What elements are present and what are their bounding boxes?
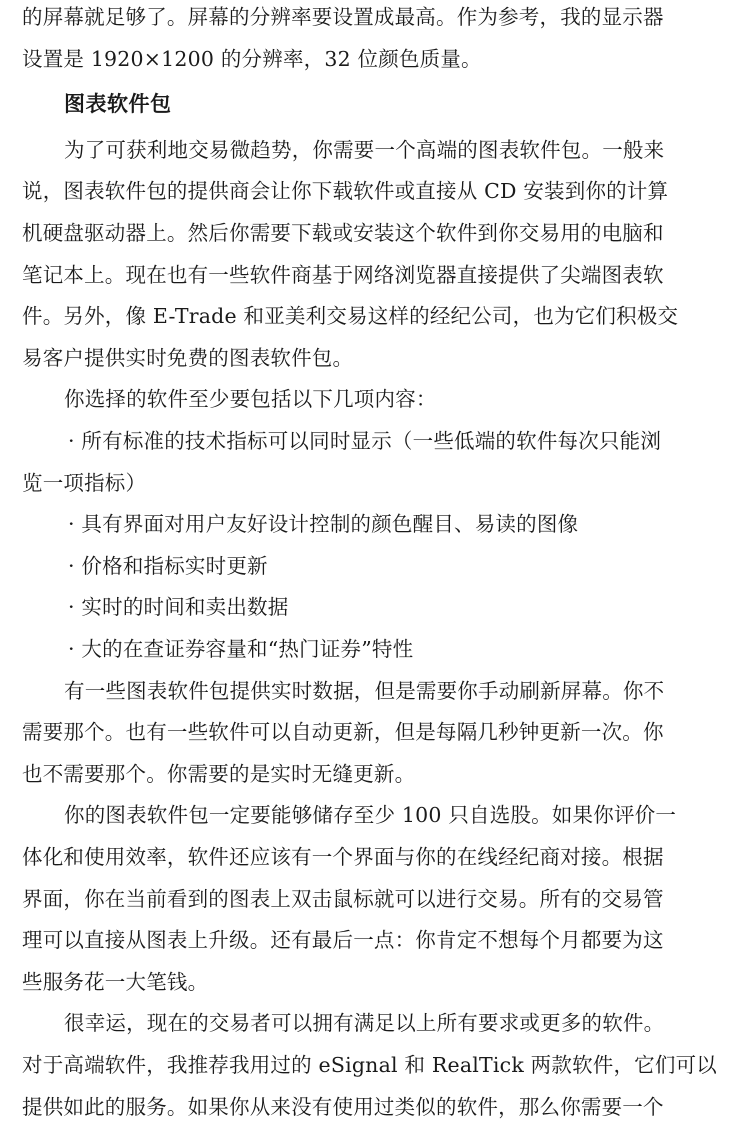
para1-line-2: 说，图表软件包的提供商会让你下载软件或直接从 CD 安装到你的计算 bbox=[22, 179, 669, 203]
para1-line-3: 机硬盘驱动器上。然后你需要下载或安装这个软件到你交易用的电脑和 bbox=[22, 221, 664, 245]
intro-line-1: 的屏幕就足够了。屏幕的分辨率要设置成最高。作为参考，我的显示器 bbox=[22, 5, 664, 29]
bullet-1-line-2: 览一项指标） bbox=[22, 471, 147, 495]
para2-line-2: 需要那个。也有一些软件可以自动更新，但是每隔几秒钟更新一次。你 bbox=[22, 720, 664, 744]
section-title: 图表软件包 bbox=[64, 92, 172, 116]
para4-line-1: 很幸运，现在的交易者可以拥有满足以上所有要求或更多的软件。 bbox=[64, 1011, 665, 1035]
bullet-5: · 大的在查证券容量和“热门证券”特性 bbox=[68, 637, 414, 661]
para1-line-1: 为了可获利地交易微趋势，你需要一个高端的图表软件包。一般来 bbox=[64, 138, 665, 162]
para4-line-2: 对于高端软件，我推荐我用过的 eSignal 和 RealTick 两款软件，它们可以 bbox=[22, 1053, 717, 1077]
bullet-3: · 价格和指标实时更新 bbox=[68, 554, 268, 578]
para2-line-3: 也不需要那个。你需要的是实时无缝更新。 bbox=[22, 762, 416, 786]
para4-line-3: 提供如此的服务。如果你从来没有使用过类似的软件，那么你需要一个 bbox=[22, 1095, 664, 1119]
list-intro: 你选择的软件至少要包括以下几项内容： bbox=[64, 387, 437, 411]
intro-line-2: 设置是 1920×1200 的分辨率，32 位颜色质量。 bbox=[22, 47, 482, 71]
bullet-2: · 具有界面对用户友好设计控制的颜色醒目、易读的图像 bbox=[68, 512, 579, 536]
para1-line-5: 件。另外，像 E-Trade 和亚美利交易这样的经纪公司，也为它们积极交 bbox=[22, 304, 679, 328]
para3-line-2: 体化和使用效率，软件还应该有一个界面与你的在线经纪商对接。根据 bbox=[22, 845, 664, 869]
para1-line-4: 笔记本上。现在也有一些软件商基于网络浏览器直接提供了尖端图表软 bbox=[22, 263, 664, 287]
para1-line-6: 易客户提供实时免费的图表软件包。 bbox=[22, 346, 354, 370]
bullet-1-line-1: · 所有标准的技术指标可以同时显示（一些低端的软件每次只能浏 bbox=[68, 429, 662, 453]
bullet-4: · 实时的时间和卖出数据 bbox=[68, 595, 289, 619]
para3-line-4: 理可以直接从图表上升级。还有最后一点：你肯定不想每个月都要为这 bbox=[22, 928, 664, 952]
para2-line-1: 有一些图表软件包提供实时数据，但是需要你手动刷新屏幕。你不 bbox=[64, 679, 665, 703]
para3-line-1: 你的图表软件包一定要能够储存至少 100 只自选股。如果你评价一 bbox=[64, 803, 677, 827]
para3-line-3: 界面，你在当前看到的图表上双击鼠标就可以进行交易。所有的交易管 bbox=[22, 887, 664, 911]
para3-line-5: 些服务花一大笔钱。 bbox=[22, 970, 209, 994]
